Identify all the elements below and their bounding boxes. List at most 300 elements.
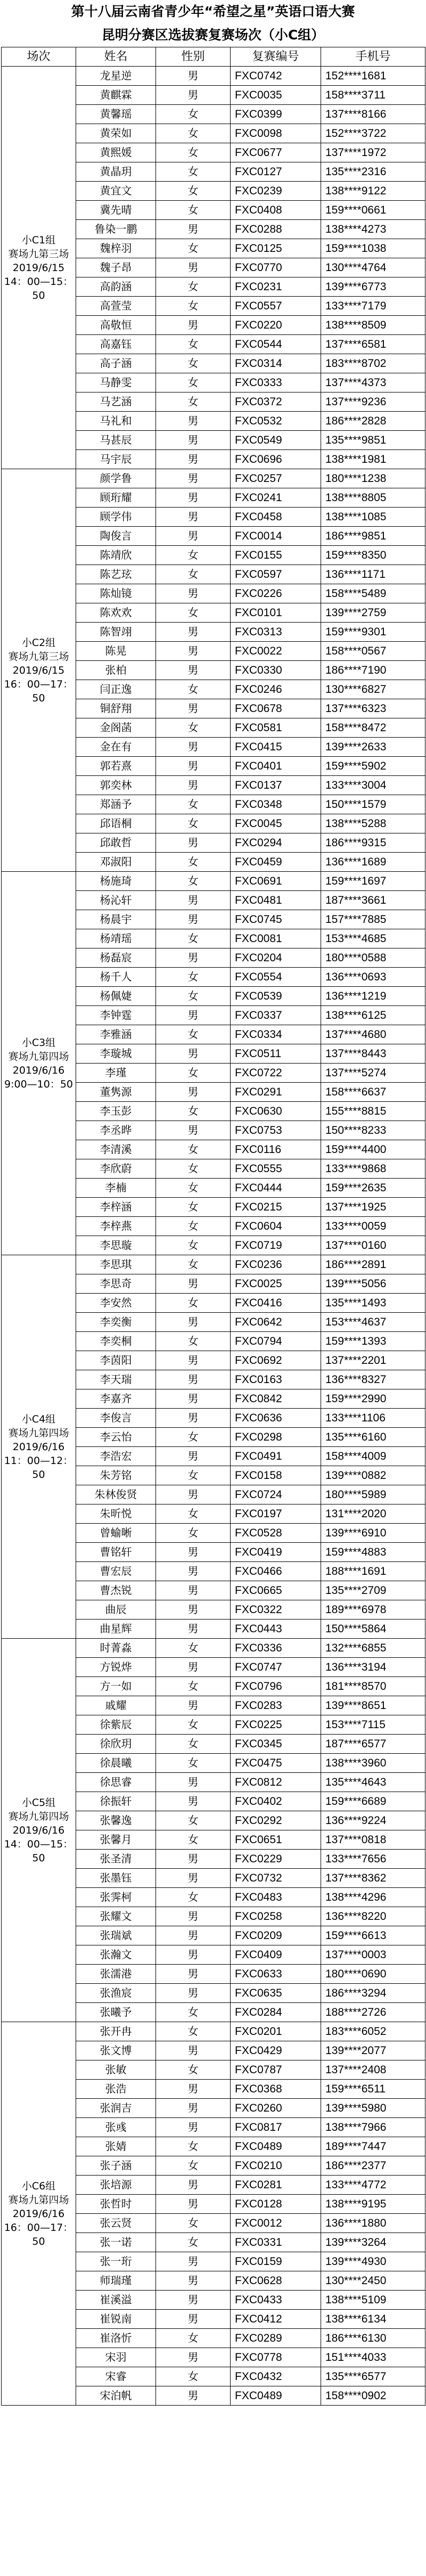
student-phone: 138****1085 bbox=[321, 508, 425, 527]
student-gender: 女 bbox=[156, 392, 231, 412]
student-gender: 女 bbox=[156, 929, 231, 948]
student-code: FXC0101 bbox=[231, 603, 321, 623]
student-gender: 女 bbox=[156, 335, 231, 354]
student-name: 张婧 bbox=[76, 2137, 156, 2156]
header-phone: 手机号 bbox=[321, 47, 425, 67]
student-gender: 男 bbox=[156, 1965, 231, 1984]
student-name: 李欣蔚 bbox=[76, 1159, 156, 1179]
student-name: 龙星逆 bbox=[76, 67, 156, 86]
student-gender: 女 bbox=[156, 1677, 231, 1696]
student-name: 郑涵予 bbox=[76, 795, 156, 814]
student-phone: 137****8362 bbox=[321, 1869, 425, 1888]
student-gender: 男 bbox=[156, 2252, 231, 2271]
student-name: 金阁菡 bbox=[76, 718, 156, 738]
student-name: 李玉彭 bbox=[76, 1102, 156, 1121]
student-gender: 女 bbox=[156, 1255, 231, 1274]
student-gender: 男 bbox=[156, 1083, 231, 1102]
student-gender: 男 bbox=[156, 220, 231, 239]
student-gender: 女 bbox=[156, 872, 231, 891]
student-phone: 159****6511 bbox=[321, 2080, 425, 2099]
student-name: 李楠 bbox=[76, 1179, 156, 1198]
student-gender: 男 bbox=[156, 488, 231, 508]
student-code: FXC0372 bbox=[231, 392, 321, 412]
student-gender: 男 bbox=[156, 1773, 231, 1792]
student-name: 高嘉钰 bbox=[76, 335, 156, 354]
student-gender: 女 bbox=[156, 1140, 231, 1159]
student-gender: 男 bbox=[156, 1620, 231, 1639]
student-code: FXC0331 bbox=[231, 2233, 321, 2252]
student-code: FXC0489 bbox=[231, 2386, 321, 2406]
student-gender: 男 bbox=[156, 661, 231, 680]
student-gender: 男 bbox=[156, 1926, 231, 1945]
student-phone: 130****6827 bbox=[321, 680, 425, 699]
student-phone: 139****5980 bbox=[321, 2099, 425, 2118]
student-gender: 男 bbox=[156, 1907, 231, 1926]
student-phone: 159****8350 bbox=[321, 546, 425, 565]
student-name: 崔锐南 bbox=[76, 2310, 156, 2329]
student-name: 张浩 bbox=[76, 2080, 156, 2099]
student-phone: 135****6160 bbox=[321, 1428, 425, 1447]
student-name: 黄宜文 bbox=[76, 182, 156, 201]
table-row bbox=[2, 1639, 425, 1658]
student-gender: 男 bbox=[156, 412, 231, 431]
student-name: 顾珩耀 bbox=[76, 488, 156, 508]
session-line: 2019/6/16 bbox=[12, 2207, 65, 2220]
student-phone: 139****2759 bbox=[321, 603, 425, 623]
student-gender: 女 bbox=[156, 105, 231, 124]
student-name: 张馨月 bbox=[76, 1830, 156, 1850]
student-phone: 152****1681 bbox=[321, 67, 425, 86]
session-line: 赛场九第四场 bbox=[8, 2194, 69, 2206]
student-phone: 137****4680 bbox=[321, 1025, 425, 1044]
student-phone: 133****0059 bbox=[321, 1217, 425, 1236]
student-code: FXC0416 bbox=[231, 1294, 321, 1313]
student-code: FXC0544 bbox=[231, 335, 321, 354]
student-gender: 男 bbox=[156, 1006, 231, 1025]
student-gender: 男 bbox=[156, 1351, 231, 1370]
student-name: 陈智翊 bbox=[76, 623, 156, 642]
student-phone: 153****4685 bbox=[321, 929, 425, 948]
student-phone: 188****1691 bbox=[321, 1562, 425, 1581]
student-phone: 133****1106 bbox=[321, 1409, 425, 1428]
student-name: 张濡港 bbox=[76, 1965, 156, 1984]
student-code: FXC0745 bbox=[231, 910, 321, 929]
student-name: 戚耀 bbox=[76, 1696, 156, 1715]
header-name: 姓名 bbox=[76, 47, 156, 67]
student-name: 崔溪溢 bbox=[76, 2291, 156, 2310]
student-phone: 139****0882 bbox=[321, 1466, 425, 1485]
student-code: FXC0201 bbox=[231, 2022, 321, 2041]
student-code: FXC0284 bbox=[231, 2003, 321, 2022]
student-code: FXC0294 bbox=[231, 833, 321, 853]
session-line: 赛场九第四场 bbox=[8, 1810, 69, 1822]
student-name: 曹宏辰 bbox=[76, 1562, 156, 1581]
student-name: 闫正逸 bbox=[76, 680, 156, 699]
student-code: FXC0557 bbox=[231, 297, 321, 316]
student-gender: 女 bbox=[156, 1428, 231, 1447]
student-phone: 138****6125 bbox=[321, 1006, 425, 1025]
student-gender: 女 bbox=[156, 2060, 231, 2080]
session-line: 小C1组 bbox=[21, 234, 56, 246]
student-gender: 女 bbox=[156, 143, 231, 162]
student-name: 宋睿 bbox=[76, 2367, 156, 2386]
student-name: 时菁淼 bbox=[76, 1639, 156, 1658]
student-code: FXC0415 bbox=[231, 738, 321, 757]
student-gender: 男 bbox=[156, 2041, 231, 2060]
student-code: FXC0458 bbox=[231, 508, 321, 527]
student-gender: 女 bbox=[156, 1102, 231, 1121]
student-phone: 138****9195 bbox=[321, 2195, 425, 2214]
table-row bbox=[2, 872, 425, 891]
student-code: FXC0348 bbox=[231, 795, 321, 814]
student-code: FXC0665 bbox=[231, 1581, 321, 1600]
session-line: 小C6组 bbox=[21, 2180, 56, 2192]
student-phone: 132****6855 bbox=[321, 1639, 425, 1658]
student-code: FXC0812 bbox=[231, 1773, 321, 1792]
student-name: 李丞晔 bbox=[76, 1121, 156, 1140]
student-phone: 189****6978 bbox=[321, 1600, 425, 1620]
student-code: FXC0337 bbox=[231, 1006, 321, 1025]
student-code: FXC0642 bbox=[231, 1313, 321, 1332]
student-code: FXC0155 bbox=[231, 546, 321, 565]
student-phone: 138****8805 bbox=[321, 488, 425, 508]
student-code: FXC0022 bbox=[231, 642, 321, 661]
student-gender: 女 bbox=[156, 182, 231, 201]
student-code: FXC0696 bbox=[231, 450, 321, 469]
student-gender: 男 bbox=[156, 1409, 231, 1428]
student-phone: 133****7656 bbox=[321, 1850, 425, 1869]
student-name: 李茵阳 bbox=[76, 1351, 156, 1370]
student-code: FXC0636 bbox=[231, 1409, 321, 1428]
student-gender: 男 bbox=[156, 891, 231, 910]
student-name: 张彧 bbox=[76, 2118, 156, 2137]
student-name: 李思奇 bbox=[76, 1274, 156, 1294]
student-gender: 男 bbox=[156, 1600, 231, 1620]
student-gender: 女 bbox=[156, 2367, 231, 2386]
student-gender: 女 bbox=[156, 680, 231, 699]
student-gender: 男 bbox=[156, 1945, 231, 1965]
student-phone: 159****4883 bbox=[321, 1543, 425, 1562]
student-name: 颜学鲁 bbox=[76, 469, 156, 488]
student-phone: 136****1880 bbox=[321, 2214, 425, 2233]
student-name: 黄熙媛 bbox=[76, 143, 156, 162]
student-phone: 159****1393 bbox=[321, 1332, 425, 1351]
student-phone: 138****9122 bbox=[321, 182, 425, 201]
student-phone: 159****1038 bbox=[321, 239, 425, 258]
student-phone: 158****6637 bbox=[321, 1083, 425, 1102]
student-code: FXC0409 bbox=[231, 1945, 321, 1965]
student-code: FXC0209 bbox=[231, 1926, 321, 1945]
student-phone: 133****4772 bbox=[321, 2176, 425, 2195]
student-name: 魏梓羽 bbox=[76, 239, 156, 258]
student-phone: 159****4400 bbox=[321, 1140, 425, 1159]
student-gender: 女 bbox=[156, 814, 231, 833]
student-name: 李清溪 bbox=[76, 1140, 156, 1159]
student-name: 张云贤 bbox=[76, 2214, 156, 2233]
student-code: FXC0532 bbox=[231, 412, 321, 431]
student-code: FXC0429 bbox=[231, 2041, 321, 2060]
student-code: FXC0292 bbox=[231, 1811, 321, 1830]
student-gender: 女 bbox=[156, 987, 231, 1006]
student-name: 杨磊宸 bbox=[76, 948, 156, 968]
student-code: FXC0220 bbox=[231, 316, 321, 335]
session-line: 小C4组 bbox=[21, 1413, 56, 1425]
student-gender: 女 bbox=[156, 2156, 231, 2176]
student-phone: 187****6577 bbox=[321, 1735, 425, 1754]
session-line: 赛场九第三场 bbox=[8, 248, 69, 260]
student-phone: 139****6773 bbox=[321, 277, 425, 297]
student-code: FXC0491 bbox=[231, 1447, 321, 1466]
student-gender: 女 bbox=[156, 2003, 231, 2022]
student-name: 顾学伟 bbox=[76, 508, 156, 527]
student-code: FXC0402 bbox=[231, 1792, 321, 1811]
student-phone: 137****8443 bbox=[321, 1044, 425, 1064]
student-gender: 男 bbox=[156, 316, 231, 335]
student-code: FXC0635 bbox=[231, 1984, 321, 2003]
student-gender: 男 bbox=[156, 469, 231, 488]
student-phone: 135****4643 bbox=[321, 1773, 425, 1792]
student-name: 李梓涵 bbox=[76, 1198, 156, 1217]
student-name: 马宇辰 bbox=[76, 450, 156, 469]
student-name: 朱昕悦 bbox=[76, 1504, 156, 1524]
student-name: 陈晃 bbox=[76, 642, 156, 661]
student-gender: 男 bbox=[156, 508, 231, 527]
session-line: 小C5组 bbox=[21, 1796, 56, 1809]
student-gender: 女 bbox=[156, 603, 231, 623]
student-name: 张霁柯 bbox=[76, 1888, 156, 1907]
student-phone: 137****8166 bbox=[321, 105, 425, 124]
student-phone: 138****7966 bbox=[321, 2118, 425, 2137]
student-phone: 183****8702 bbox=[321, 354, 425, 373]
student-code: FXC0283 bbox=[231, 1696, 321, 1715]
student-name: 杨靖瑶 bbox=[76, 929, 156, 948]
student-code: FXC0539 bbox=[231, 987, 321, 1006]
student-phone: 138****5288 bbox=[321, 814, 425, 833]
student-phone: 152****3722 bbox=[321, 124, 425, 143]
student-phone: 131****2020 bbox=[321, 1504, 425, 1524]
student-name: 徐思睿 bbox=[76, 1773, 156, 1792]
student-code: FXC0459 bbox=[231, 853, 321, 872]
student-name: 黄麒霖 bbox=[76, 86, 156, 105]
student-code: FXC0239 bbox=[231, 182, 321, 201]
student-code: FXC0246 bbox=[231, 680, 321, 699]
student-name: 张圣清 bbox=[76, 1850, 156, 1869]
student-code: FXC0215 bbox=[231, 1198, 321, 1217]
student-gender: 女 bbox=[156, 1504, 231, 1524]
student-code: FXC0012 bbox=[231, 2214, 321, 2233]
student-code: FXC0719 bbox=[231, 1236, 321, 1255]
student-gender: 女 bbox=[156, 1466, 231, 1485]
student-code: FXC0127 bbox=[231, 162, 321, 182]
header-code: 复赛编号 bbox=[231, 47, 321, 67]
student-code: FXC0691 bbox=[231, 872, 321, 891]
student-phone: 138****6134 bbox=[321, 2310, 425, 2329]
student-name: 马静雯 bbox=[76, 373, 156, 392]
student-phone: 158****0902 bbox=[321, 2386, 425, 2406]
student-gender: 男 bbox=[156, 584, 231, 603]
page-title: 第十八届云南省青少年“希望之星”英语口语大赛 bbox=[71, 4, 355, 19]
student-phone: 180****5989 bbox=[321, 1485, 425, 1504]
student-name: 张培源 bbox=[76, 2176, 156, 2195]
student-name: 张耀文 bbox=[76, 1907, 156, 1926]
student-gender: 女 bbox=[156, 124, 231, 143]
student-gender: 女 bbox=[156, 2214, 231, 2233]
student-code: FXC0231 bbox=[231, 277, 321, 297]
student-code: FXC0081 bbox=[231, 929, 321, 948]
student-name: 曲辰 bbox=[76, 1600, 156, 1620]
student-name: 张馨逸 bbox=[76, 1811, 156, 1830]
student-gender: 男 bbox=[156, 2118, 231, 2137]
student-gender: 女 bbox=[156, 162, 231, 182]
student-gender: 女 bbox=[156, 2137, 231, 2156]
student-code: FXC0555 bbox=[231, 1159, 321, 1179]
student-phone: 139****8651 bbox=[321, 1696, 425, 1715]
student-phone: 186****6130 bbox=[321, 2329, 425, 2348]
student-code: FXC0443 bbox=[231, 1620, 321, 1639]
student-phone: 158****8472 bbox=[321, 718, 425, 738]
student-name: 董隽源 bbox=[76, 1083, 156, 1102]
student-code: FXC0314 bbox=[231, 354, 321, 373]
student-phone: 137****5274 bbox=[321, 1064, 425, 1083]
student-name: 高子涵 bbox=[76, 354, 156, 373]
student-phone: 137****4373 bbox=[321, 373, 425, 392]
student-phone: 155****8815 bbox=[321, 1102, 425, 1121]
student-code: FXC0125 bbox=[231, 239, 321, 258]
student-gender: 男 bbox=[156, 1274, 231, 1294]
student-code: FXC0817 bbox=[231, 2118, 321, 2137]
student-gender: 男 bbox=[156, 431, 231, 450]
student-name: 高萱莹 bbox=[76, 297, 156, 316]
student-code: FXC0770 bbox=[231, 258, 321, 277]
student-name: 李雅涵 bbox=[76, 1025, 156, 1044]
student-gender: 男 bbox=[156, 1044, 231, 1064]
student-code: FXC0466 bbox=[231, 1562, 321, 1581]
student-gender: 女 bbox=[156, 2022, 231, 2041]
student-gender: 女 bbox=[156, 853, 231, 872]
student-gender: 男 bbox=[156, 833, 231, 853]
student-code: FXC0288 bbox=[231, 220, 321, 239]
student-name: 陈艺玹 bbox=[76, 565, 156, 584]
student-phone: 135****1493 bbox=[321, 1294, 425, 1313]
student-code: FXC0291 bbox=[231, 1083, 321, 1102]
student-phone: 130****2450 bbox=[321, 2271, 425, 2291]
student-code: FXC0298 bbox=[231, 1428, 321, 1447]
student-gender: 女 bbox=[156, 1236, 231, 1255]
student-gender: 男 bbox=[156, 2176, 231, 2195]
session-line: 2019/6/15 bbox=[12, 664, 65, 676]
student-name: 李云怡 bbox=[76, 1428, 156, 1447]
student-phone: 135****9851 bbox=[321, 431, 425, 450]
student-gender: 女 bbox=[156, 1715, 231, 1735]
student-phone: 159****9301 bbox=[321, 623, 425, 642]
student-name: 铜舒翔 bbox=[76, 699, 156, 718]
student-code: FXC0483 bbox=[231, 1888, 321, 1907]
student-code: FXC0045 bbox=[231, 814, 321, 833]
student-gender: 女 bbox=[156, 297, 231, 316]
student-name: 李浩宏 bbox=[76, 1447, 156, 1466]
student-code: FXC0778 bbox=[231, 2348, 321, 2367]
table-row bbox=[2, 1255, 425, 1274]
session-line: 2019/6/16 bbox=[12, 1064, 65, 1076]
student-gender: 女 bbox=[156, 1888, 231, 1907]
student-gender: 男 bbox=[156, 2348, 231, 2367]
table-row bbox=[2, 67, 425, 86]
session-cell bbox=[2, 872, 76, 1255]
student-gender: 女 bbox=[156, 1735, 231, 1754]
student-gender: 男 bbox=[156, 1696, 231, 1715]
session-line: 11：00—12：50 bbox=[4, 1454, 73, 1481]
student-gender: 女 bbox=[156, 1064, 231, 1083]
student-code: FXC0433 bbox=[231, 2291, 321, 2310]
student-code: FXC0197 bbox=[231, 1504, 321, 1524]
student-phone: 138****3960 bbox=[321, 1754, 425, 1773]
student-phone: 186****7190 bbox=[321, 661, 425, 680]
student-code: FXC0014 bbox=[231, 527, 321, 546]
student-code: FXC0258 bbox=[231, 1907, 321, 1926]
student-code: FXC0511 bbox=[231, 1044, 321, 1064]
student-name: 张开冉 bbox=[76, 2022, 156, 2041]
student-name: 张瀚文 bbox=[76, 1945, 156, 1965]
student-name: 陶俊言 bbox=[76, 527, 156, 546]
student-phone: 137****0160 bbox=[321, 1236, 425, 1255]
session-line: 赛场九第四场 bbox=[8, 1427, 69, 1439]
student-phone: 135****2316 bbox=[321, 162, 425, 182]
student-code: FXC0796 bbox=[231, 1677, 321, 1696]
session-line: 2019/6/15 bbox=[12, 261, 65, 274]
student-name: 邱敢哲 bbox=[76, 833, 156, 853]
student-name: 李奕桐 bbox=[76, 1332, 156, 1351]
student-phone: 137****2408 bbox=[321, 2060, 425, 2080]
student-phone: 187****3661 bbox=[321, 891, 425, 910]
student-phone: 186****2891 bbox=[321, 1255, 425, 1274]
student-code: FXC0604 bbox=[231, 1217, 321, 1236]
student-gender: 女 bbox=[156, 239, 231, 258]
student-gender: 女 bbox=[156, 1332, 231, 1351]
student-phone: 186****3294 bbox=[321, 1984, 425, 2003]
student-code: FXC0368 bbox=[231, 2080, 321, 2099]
student-phone: 181****8570 bbox=[321, 1677, 425, 1696]
header-gender: 性别 bbox=[156, 47, 231, 67]
student-gender: 男 bbox=[156, 1984, 231, 2003]
student-name: 曹杰锐 bbox=[76, 1581, 156, 1600]
student-gender: 女 bbox=[156, 1198, 231, 1217]
student-code: FXC0204 bbox=[231, 948, 321, 968]
student-code: FXC0399 bbox=[231, 105, 321, 124]
student-phone: 186****9851 bbox=[321, 527, 425, 546]
student-phone: 150****1579 bbox=[321, 795, 425, 814]
student-phone: 159****6613 bbox=[321, 1926, 425, 1945]
student-name: 李思璇 bbox=[76, 1236, 156, 1255]
student-gender: 男 bbox=[156, 1562, 231, 1581]
student-code: FXC0677 bbox=[231, 143, 321, 162]
student-gender: 男 bbox=[156, 1313, 231, 1332]
student-code: FXC0322 bbox=[231, 1600, 321, 1620]
student-phone: 158****0567 bbox=[321, 642, 425, 661]
student-gender: 女 bbox=[156, 565, 231, 584]
session-line: 小C2组 bbox=[21, 636, 56, 649]
student-name: 曲星辉 bbox=[76, 1620, 156, 1639]
session-line: 赛场九第三场 bbox=[8, 650, 69, 663]
student-code: FXC0722 bbox=[231, 1064, 321, 1083]
session-line: 2019/6/16 bbox=[12, 1441, 65, 1453]
student-name: 黄晶玥 bbox=[76, 162, 156, 182]
student-gender: 男 bbox=[156, 1543, 231, 1562]
student-phone: 137****0003 bbox=[321, 1945, 425, 1965]
student-code: FXC0489 bbox=[231, 2137, 321, 2156]
student-gender: 男 bbox=[156, 258, 231, 277]
table-row bbox=[2, 2022, 425, 2041]
student-code: FXC0554 bbox=[231, 968, 321, 987]
